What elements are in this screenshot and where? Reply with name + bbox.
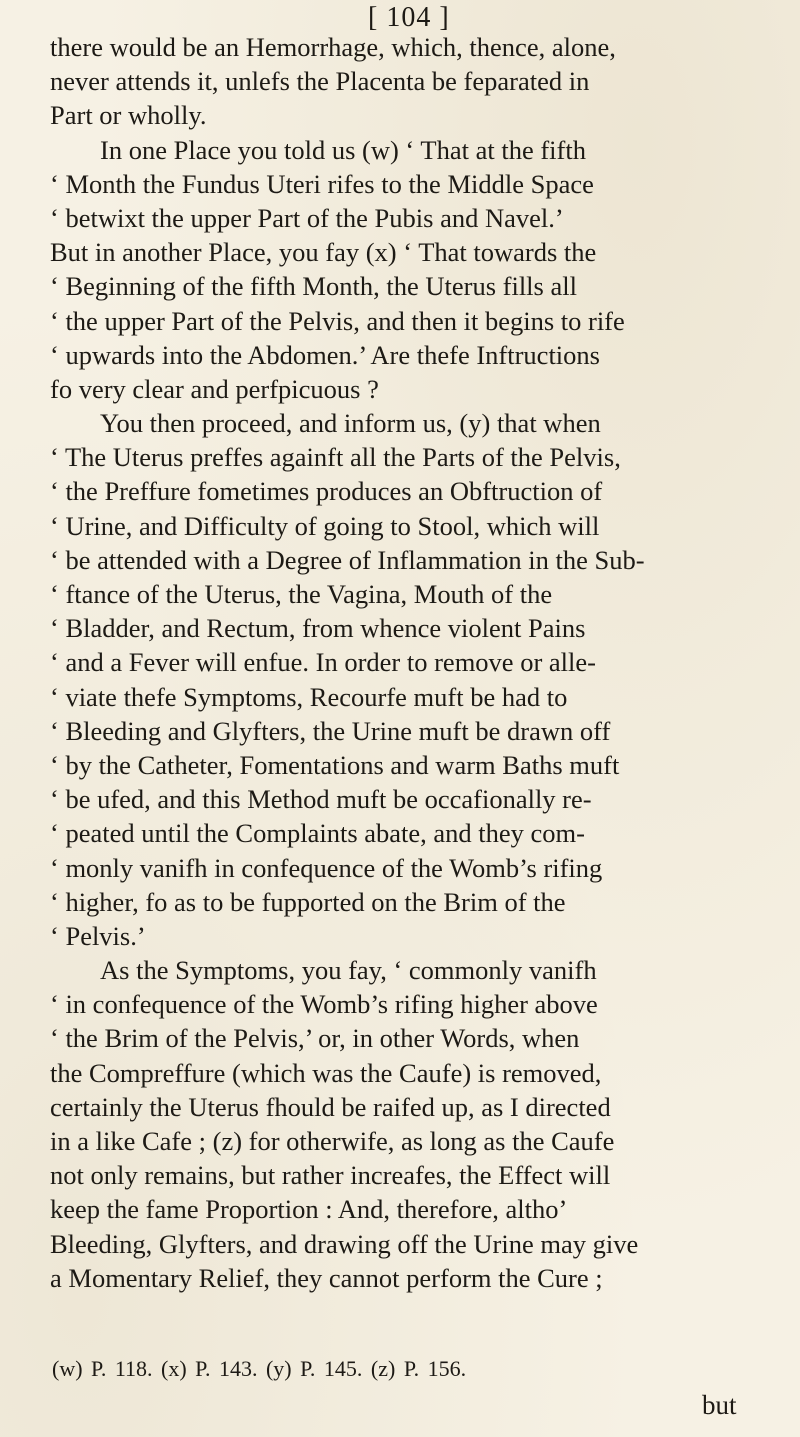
text-line: ‘ the upper Part of the Pelvis, and then it begins to rife — [50, 305, 625, 336]
text-line: in a like Cafe ; (z) for otherwife, as long as the Caufe — [50, 1126, 615, 1156]
text-line: ‘ betwixt the upper Part of the Pubis and Navel.’ — [50, 202, 564, 233]
text-line: there would be an Hemorrhage, which, thence, alone, — [50, 32, 616, 62]
text-line: But in another Place, you fay (x) ‘ That towards the — [50, 237, 597, 268]
footnotes: (w) P. 118. (x) P. 143. (y) P. 145. (z) P. 156. — [52, 1356, 467, 1381]
text-line: In one Place you told us (w) ‘ That at the fifth — [100, 134, 586, 165]
text-line: ‘ be ufed, and this Method muft be occafionally re- — [50, 784, 592, 815]
text-line: ‘ the Brim of the Pelvis,’ or, in other Words, when — [50, 1023, 580, 1054]
body-text — [50, 30, 788, 1295]
text-line: ‘ upwards into the Abdomen.’ Are thefe Inftructions — [50, 339, 600, 370]
text-line: ‘ be attended with a Degree of Inflammation in the Sub- — [50, 544, 645, 575]
text-line: ‘ Urine, and Difficulty of going to Stool, which will — [50, 510, 600, 541]
text-line: ‘ viate thefe Symptoms, Recourfe muft be had to — [50, 681, 568, 712]
text-line: Part or wholly. — [50, 100, 207, 131]
text-line: You then proceed, and inform us, (y) that when — [100, 408, 601, 439]
text-line: not only remains, but rather increafes, the Effect will — [50, 1160, 611, 1191]
text-line: certainly the Uterus fhould be raifed up, as I directed — [50, 1091, 611, 1122]
text-line: ‘ and a Fever will enfue. In order to remove or alle- — [50, 647, 596, 678]
text-line: never attends it, unlefs the Placenta be feparated in — [50, 66, 590, 97]
text-line: ‘ Bladder, and Rectum, from whence violent Pains — [50, 613, 586, 644]
text-line: ‘ the Preffure fometimes produces an Obftruction of — [50, 476, 603, 507]
text-line: Bleeding, Glyfters, and drawing off the Urine may give — [50, 1228, 639, 1259]
text-line: ‘ ftance of the Uterus, the Vagina, Mouth of the — [50, 579, 553, 609]
text-line: ‘ higher, fo as to be fupported on the Brim of the — [50, 886, 566, 917]
text-line: ‘ Pelvis.’ — [50, 920, 146, 951]
text-line: the Compreffure (which was the Caufe) is removed, — [50, 1057, 602, 1088]
text-line: ‘ Bleeding and Glyfters, the Urine muft be drawn off — [50, 715, 611, 746]
text-line: ‘ in confequence of the Womb’s rifing higher above — [50, 989, 598, 1020]
text-line: ‘ The Uterus preffes againft all the Parts of the Pelvis, — [50, 442, 621, 473]
page-number-header: [ 104 ] — [368, 2, 450, 33]
text-line: As the Symptoms, you fay, ‘ commonly vanifh — [100, 955, 597, 986]
catchword: but — [702, 1390, 737, 1420]
text-line: fo very clear and perfpicuous ? — [50, 373, 379, 404]
text-line: ‘ peated until the Complaints abate, and they com- — [50, 818, 585, 849]
text-line: ‘ by the Catheter, Fomentations and warm Baths muft — [50, 749, 620, 780]
text-line: ‘ Beginning of the fifth Month, the Uterus fills all — [50, 271, 577, 302]
text-line: ‘ monly vanifh in confequence of the Womb’s rifing — [50, 852, 603, 883]
text-line: a Momentary Relief, they cannot perform the Cure ; — [50, 1262, 603, 1293]
text-line: ‘ Month the Fundus Uteri rifes to the Middle Space — [50, 168, 594, 199]
text-line: keep the fame Proportion : And, therefore, altho’ — [50, 1194, 568, 1225]
